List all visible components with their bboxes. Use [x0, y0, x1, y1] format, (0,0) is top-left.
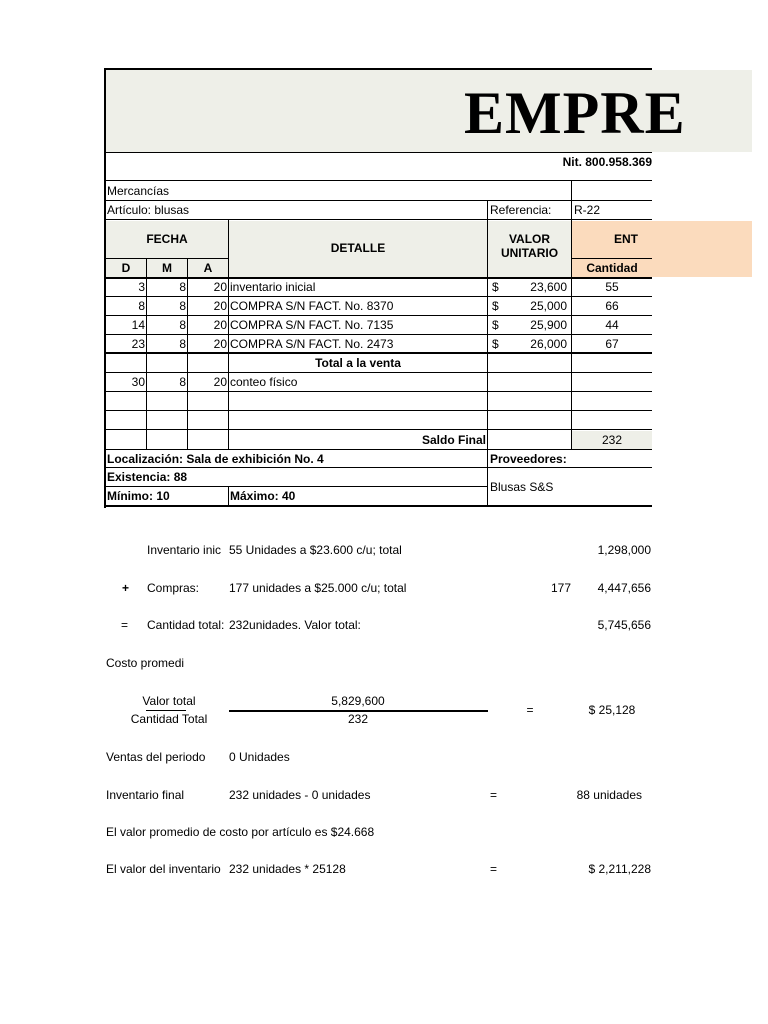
- conteo-month: 8: [179, 375, 186, 389]
- row-day: 23: [131, 337, 145, 351]
- company-title: EMPRE: [464, 80, 686, 146]
- referencia-label: Referencia:: [490, 203, 552, 217]
- col-valor-cantidad-divider: [571, 180, 572, 450]
- row-cantidad: 67: [605, 337, 619, 351]
- col-maximo-divider: [228, 486, 229, 506]
- proveedor-value: Blusas S&S: [490, 480, 554, 494]
- cantidad-total-label: Cantidad total:: [147, 618, 225, 632]
- compras-qty: 177: [550, 581, 571, 595]
- maximo-label: Máximo: 40: [230, 489, 296, 503]
- row-year: 20: [213, 280, 227, 294]
- valor-inventario-label: El valor del inventario: [106, 862, 221, 876]
- costo-promedio-label: Costo promedi: [106, 656, 185, 670]
- valor-unitario-header-2: UNITARIO: [500, 246, 559, 260]
- saldo-final-cantidad: 232: [601, 433, 623, 447]
- row-valor: 23,600: [530, 280, 567, 294]
- valor-total-label: Valor total: [142, 694, 196, 708]
- existencia-label: Existencia: 88: [107, 470, 188, 484]
- costo-promedio-result: $ 25,128: [588, 703, 636, 717]
- row-currency: $: [492, 299, 499, 313]
- row-valor: 26,000: [530, 337, 567, 351]
- fecha-header: FECHA: [146, 232, 188, 246]
- minimo-label: Mínimo: 10: [107, 489, 170, 503]
- cantidad-total-denominator-label: Cantidad Total: [130, 712, 208, 726]
- inventario-inicial-text: 55 Unidades a $23.600 c/u; total: [229, 543, 402, 557]
- conteo-detalle: conteo físico: [230, 375, 298, 389]
- conteo-day: 30: [131, 375, 145, 389]
- table-top-border: [104, 68, 652, 70]
- row-detalle: inventario inicial: [230, 280, 316, 294]
- row-detalle: COMPRA S/N FACT. No. 7135: [230, 318, 394, 332]
- fraction-equals: =: [526, 703, 534, 717]
- referencia-value: R-22: [574, 203, 601, 217]
- row-detalle: COMPRA S/N FACT. No. 2473: [230, 337, 394, 351]
- row-valor: 25,900: [530, 318, 567, 332]
- row-cantidad: 44: [605, 318, 619, 332]
- cantidad-total-value: 5,745,656: [597, 618, 651, 632]
- row-currency: $: [492, 337, 499, 351]
- cantidad-total-text: 232unidades. Valor total:: [229, 618, 361, 632]
- equals-sign: =: [121, 618, 129, 632]
- row-day: 8: [138, 299, 145, 313]
- row-year: 20: [213, 337, 227, 351]
- m-header: M: [162, 261, 172, 275]
- ventas-periodo-value: 0 Unidades: [229, 750, 290, 764]
- row-month: 8: [179, 280, 186, 294]
- valor-inventario-text: 232 unidades * 25128: [229, 862, 346, 876]
- fraction-denominator: 232: [347, 712, 369, 726]
- table-bottom-line: [104, 505, 652, 507]
- row-year: 20: [213, 299, 227, 313]
- detalle-header: DETALLE: [330, 241, 386, 255]
- articulo-label: Artículo: blusas: [107, 203, 190, 217]
- inventario-final-equals: =: [490, 788, 498, 802]
- row-valor: 25,000: [530, 299, 567, 313]
- row-year: 20: [213, 318, 227, 332]
- entradas-header: ENT: [614, 232, 638, 246]
- conteo-year: 20: [213, 375, 227, 389]
- inventario-final-label: Inventario final: [106, 788, 185, 802]
- inventario-inicial-label: Inventario inic: [147, 543, 222, 557]
- compras-label: Compras:: [147, 581, 200, 595]
- fraction-label-underline: [146, 710, 186, 711]
- row-currency: $: [492, 318, 499, 332]
- plus-sign: +: [122, 581, 130, 595]
- row-currency: $: [492, 280, 499, 294]
- nit-text: Nit. 800.958.369: [562, 155, 652, 169]
- d-header: D: [121, 261, 131, 275]
- ventas-periodo-label: Ventas del periodo: [106, 750, 206, 764]
- row-cantidad: 66: [605, 299, 619, 313]
- compras-total: 4,447,656: [597, 581, 651, 595]
- localizacion-label: Localización: Sala de exhibición No. 4: [107, 452, 324, 466]
- inventario-final-text: 232 unidades - 0 unidades: [229, 788, 371, 802]
- row-detalle: COMPRA S/N FACT. No. 8370: [230, 299, 394, 313]
- row-month: 8: [179, 299, 186, 313]
- row-day: 14: [131, 318, 145, 332]
- a-header: A: [203, 261, 213, 275]
- row-month: 8: [179, 337, 186, 351]
- mercancias-label: Mercancías: [107, 184, 170, 198]
- row-month: 8: [179, 318, 186, 332]
- saldo-final-label: Saldo Final: [421, 433, 486, 447]
- valor-promedio-text: El valor promedio de costo por artículo es $24.668: [106, 825, 375, 839]
- total-venta-label: Total a la venta: [315, 356, 401, 370]
- compras-text: 177 unidades a $25.000 c/u; total: [229, 581, 407, 595]
- row-cantidad: 55: [605, 280, 619, 294]
- valor-inventario-equals: =: [490, 862, 498, 876]
- cantidad-header: Cantidad: [586, 261, 638, 275]
- valor-inventario-value: $ 2,211,228: [588, 862, 651, 876]
- valor-unitario-header-1: VALOR: [508, 232, 551, 246]
- proveedores-label: Proveedores:: [490, 452, 567, 466]
- inventario-final-value: 88 unidades: [576, 788, 642, 802]
- fraction-numerator: 5,829,600: [331, 694, 385, 708]
- row-day: 3: [138, 280, 145, 294]
- inventario-inicial-total: 1,298,000: [597, 543, 651, 557]
